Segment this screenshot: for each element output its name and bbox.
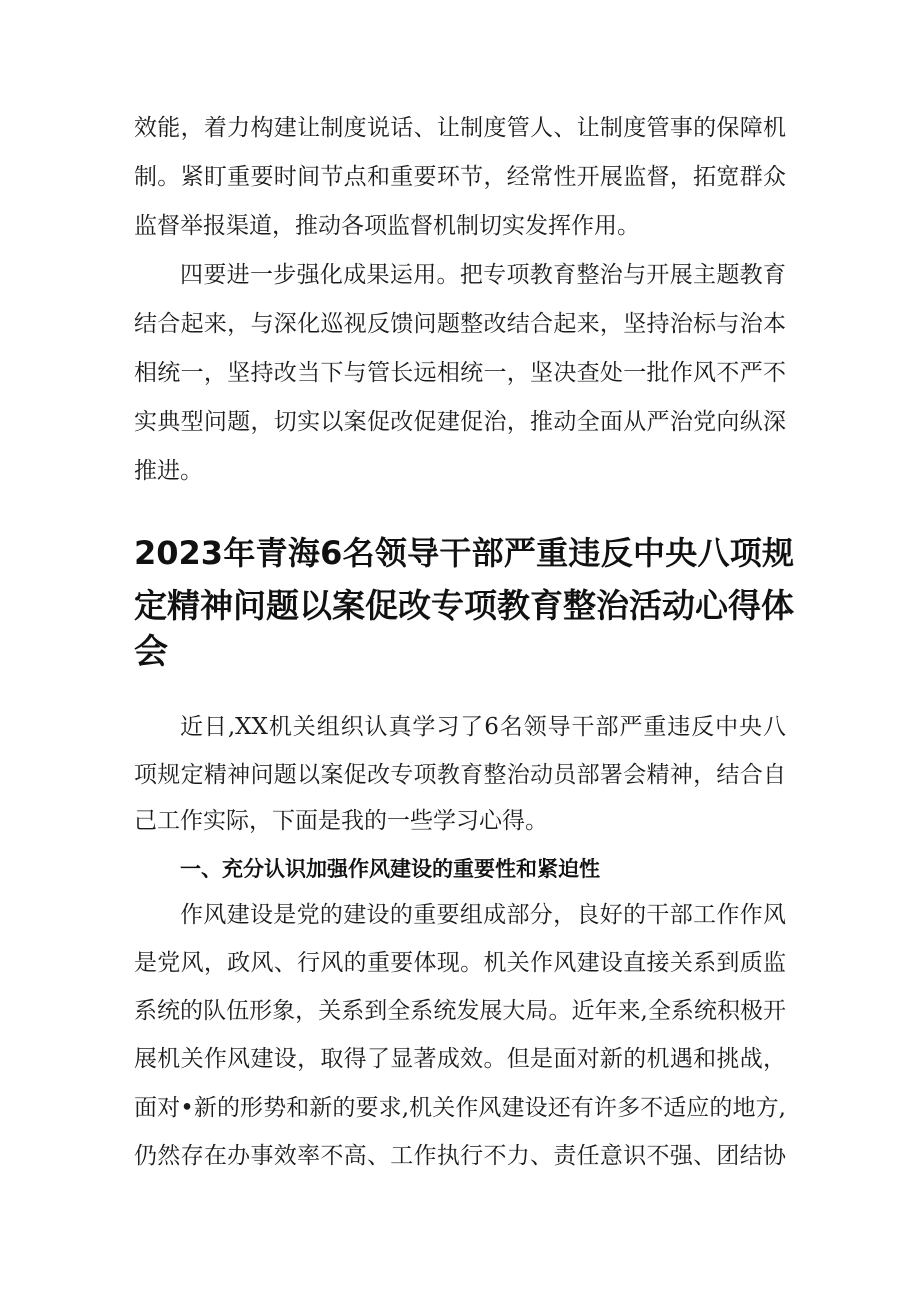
- section-one-heading: 一、充分认识加强作风建设的重要性和紧迫性: [180, 857, 600, 881]
- section-one-line-1: 作风建设是党的建设的重要组成部分，良好的干部工作作风: [180, 902, 786, 928]
- opening-paragraph-line-1: 近日,XX机关组织认真学习了6名领导干部严重违反中央八: [180, 714, 786, 740]
- point-four-line-4: 实典型问题，切实以案促改促建促治，推动全面从严治党向纵深: [134, 409, 786, 435]
- opening-paragraph-line-3: 己工作实际，下面是我的一些学习心得。: [134, 808, 548, 834]
- section-one-line-2: 是党风，政风、行风的重要体现。机关作风建设直接关系到质监: [134, 950, 786, 976]
- intro-paragraph-line-1: 效能，着力构建让制度说话、让制度管人、让制度管事的保障机: [134, 115, 786, 141]
- intro-paragraph-line-3: 监督举报渠道，推动各项监督机制切实发挥作用。: [134, 213, 640, 239]
- section-one-line-5: 面对•新的形势和新的要求,机关作风建设还有许多不适应的地方,: [134, 1095, 786, 1121]
- article-title-line-2: 定精神问题以案促改专项教育整治活动心得体: [134, 586, 794, 625]
- point-four-line-3: 相统一，坚持改当下与管长远相统一，坚决查处一批作风不严不: [134, 360, 786, 386]
- article-title-line-3: 会: [134, 632, 168, 672]
- point-four-line-1: 四要进一步强化成果运用。把专项教育整治与开展主题教育: [180, 262, 786, 288]
- opening-paragraph-line-2: 项规定精神问题以案促改专项教育整治动员部署会精神，结合自: [134, 762, 786, 788]
- article-title-line-1: 2023年青海6名领导干部严重违反中央八项规: [134, 534, 794, 572]
- intro-paragraph-line-2: 制。紧盯重要时间节点和重要环节，经常性开展监督，拓宽群众: [134, 164, 786, 190]
- section-one-line-4: 展机关作风建设，取得了显著成效。但是面对新的机遇和挑战，: [134, 1046, 786, 1072]
- section-one-line-6: 仍然存在办事效率不高、工作执行不力、责任意识不强、团结协: [134, 1143, 786, 1169]
- point-four-line-5: 推进。: [134, 458, 203, 484]
- point-four-line-2: 结合起来，与深化巡视反馈问题整改结合起来，坚持治标与治本: [134, 311, 786, 337]
- section-one-line-3: 系统的队伍形象，关系到全系统发展大局。近年来,全系统积极开: [134, 998, 786, 1024]
